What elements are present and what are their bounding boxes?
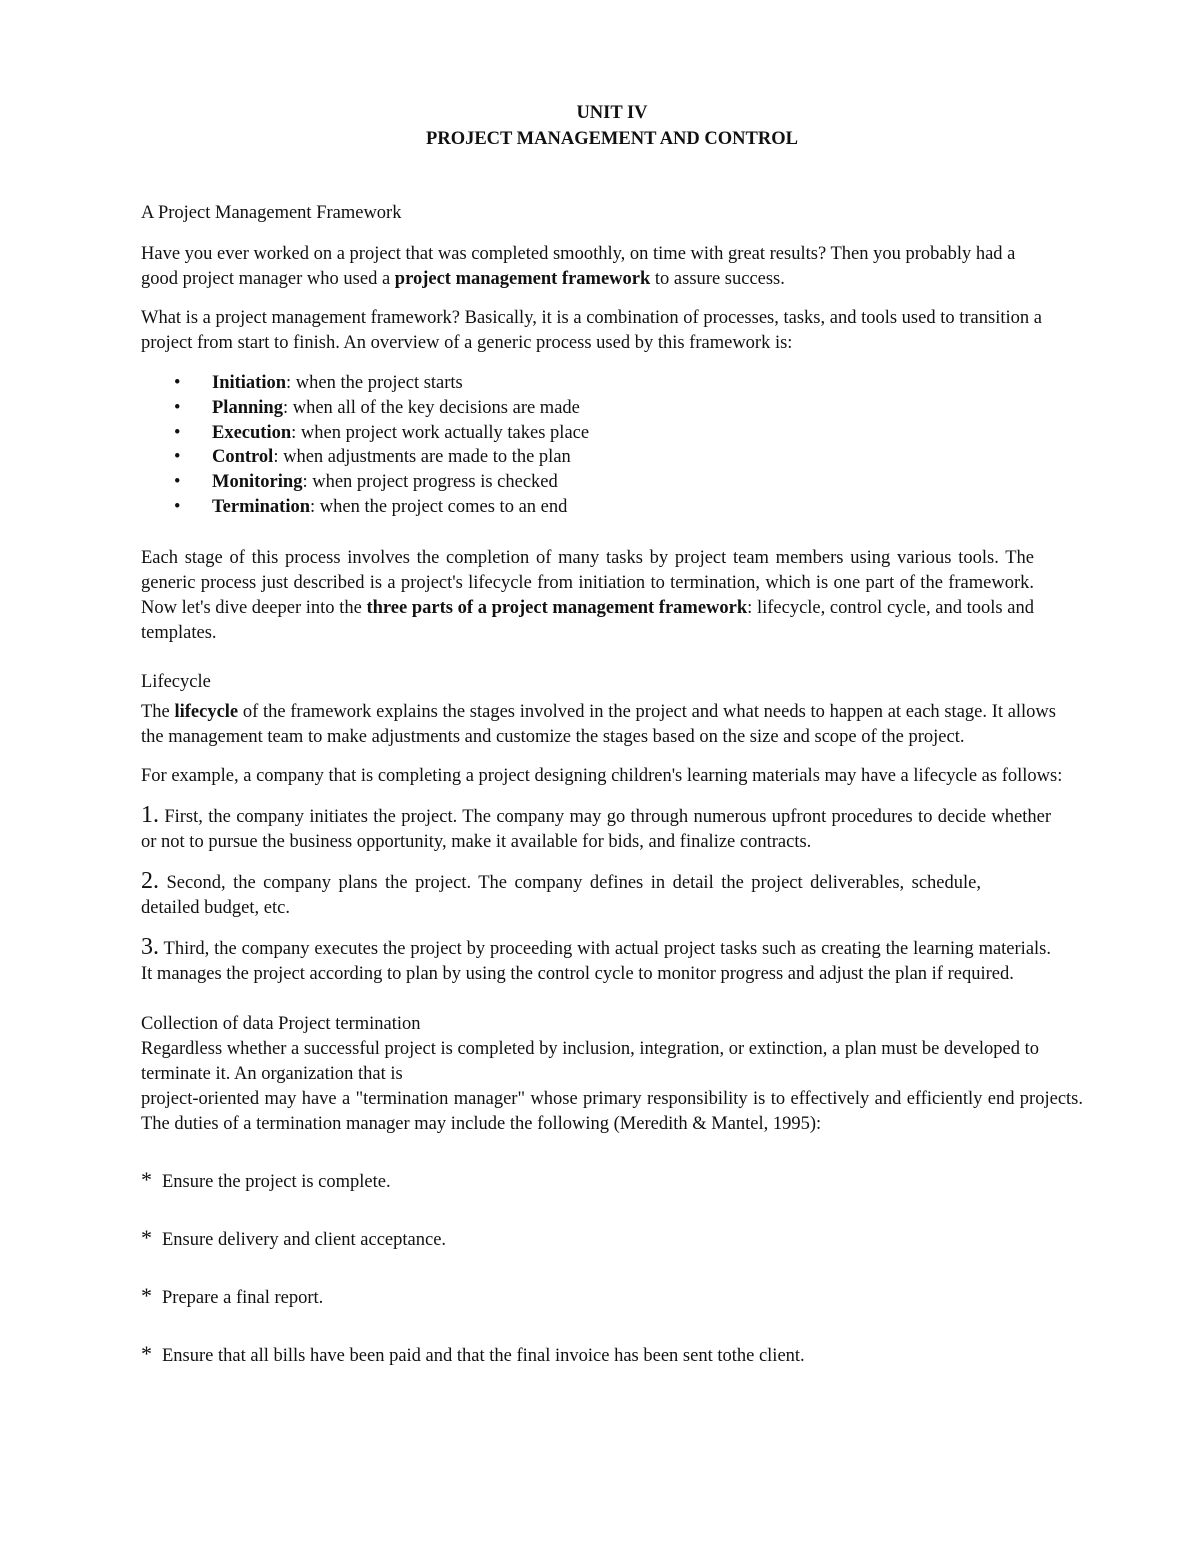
duty-item: * Ensure delivery and client acceptance.: [141, 1224, 447, 1250]
paragraph-termination-2: project-oriented may have a "termination manager" whose primary responsibility is to effectively and efficiently end projects. The duties of a termination manager may include the following (Meredith & Mantel, 1995):: [141, 1088, 1083, 1134]
paragraph-definition: What is a project management framework? Basically, it is a combination of processes, tasks, and tools used to transition a project from start to finish. An overview of a generic process used by this framework is:: [141, 308, 1042, 353]
bullet-icon: •: [174, 447, 181, 468]
duty-item: * Prepare a final report.: [141, 1282, 324, 1308]
paragraph-example: For example, a company that is completing a project designing children's learning materials may have a lifecycle as follows:: [141, 765, 1063, 786]
asterisk-icon: *: [141, 1166, 152, 1192]
lifecycle-step: 3. Third, the company executes the project by proceeding with actual project tasks such as creating the learning materials. It manages the project according to plan by using the control cycle to monitor progress and adjust the plan if required.: [141, 933, 1051, 984]
document-title: PROJECT MANAGEMENT AND CONTROL: [426, 129, 798, 149]
bullet-icon: •: [174, 422, 181, 443]
section-heading-framework: A Project Management Framework: [141, 203, 402, 223]
list-item: • Termination: when the project comes to an end: [141, 495, 1083, 520]
unit-title: UNIT IV: [576, 103, 648, 123]
section-heading-lifecycle: Lifecycle: [141, 671, 211, 692]
asterisk-icon: *: [141, 1340, 152, 1366]
paragraph-lifecycle: The lifecycle of the framework explains the stages involved in the project and what needs to happen at each stage. It allows the management team to make adjustments and customize the stages based on the size and scope of the project.: [141, 701, 1056, 747]
section-heading-termination: Collection of data Project termination: [141, 1013, 421, 1034]
phase-list: [141, 371, 1083, 520]
lifecycle-step: 2. Second, the company plans the project. The company defines in detail the project deliverables, schedule, detailed budget, etc.: [141, 867, 981, 918]
list-item: • Initiation: when the project starts: [141, 371, 1083, 396]
bullet-icon: •: [174, 373, 181, 393]
document-page: [141, 100, 1083, 1369]
asterisk-icon: *: [141, 1282, 152, 1308]
list-item: • Execution: when project work actually takes place: [141, 421, 1083, 446]
duty-item: * Ensure the project is complete.: [141, 1166, 391, 1192]
lifecycle-step: 1. First, the company initiates the project. The company may go through numerous upfront procedures to decide whether or not to pursue the business opportunity, make it available for bids, and finalize contracts.: [141, 801, 1051, 852]
bullet-icon: •: [174, 397, 181, 418]
bullet-icon: •: [174, 496, 181, 517]
paragraph-parts: Each stage of this process involves the completion of many tasks by project team members using various tools. The generic process just described is a project's lifecycle from initiation to termination, which is one part of the framework. Now let's dive deeper into the three parts of a project management framework: lifecycle, control cycle, and tools and templates.: [141, 547, 1034, 643]
list-item: • Control: when adjustments are made to the plan: [141, 445, 1083, 470]
paragraph-termination-1: Regardless whether a successful project is completed by inclusion, integration, or extinction, a plan must be developed to terminate it. An organization that is: [141, 1038, 1040, 1084]
asterisk-icon: *: [141, 1224, 152, 1250]
list-item: • Monitoring: when project progress is checked: [141, 470, 1083, 495]
duty-item: * Ensure that all bills have been paid and that the final invoice has been sent tothe client.: [141, 1340, 805, 1366]
bullet-icon: •: [174, 472, 181, 493]
paragraph-intro: Have you ever worked on a project that was completed smoothly, on time with great results? Then you probably had a good project manager who used a project management framework to assure success.: [141, 244, 1016, 289]
list-item: • Planning: when all of the key decisions are made: [141, 396, 1083, 421]
